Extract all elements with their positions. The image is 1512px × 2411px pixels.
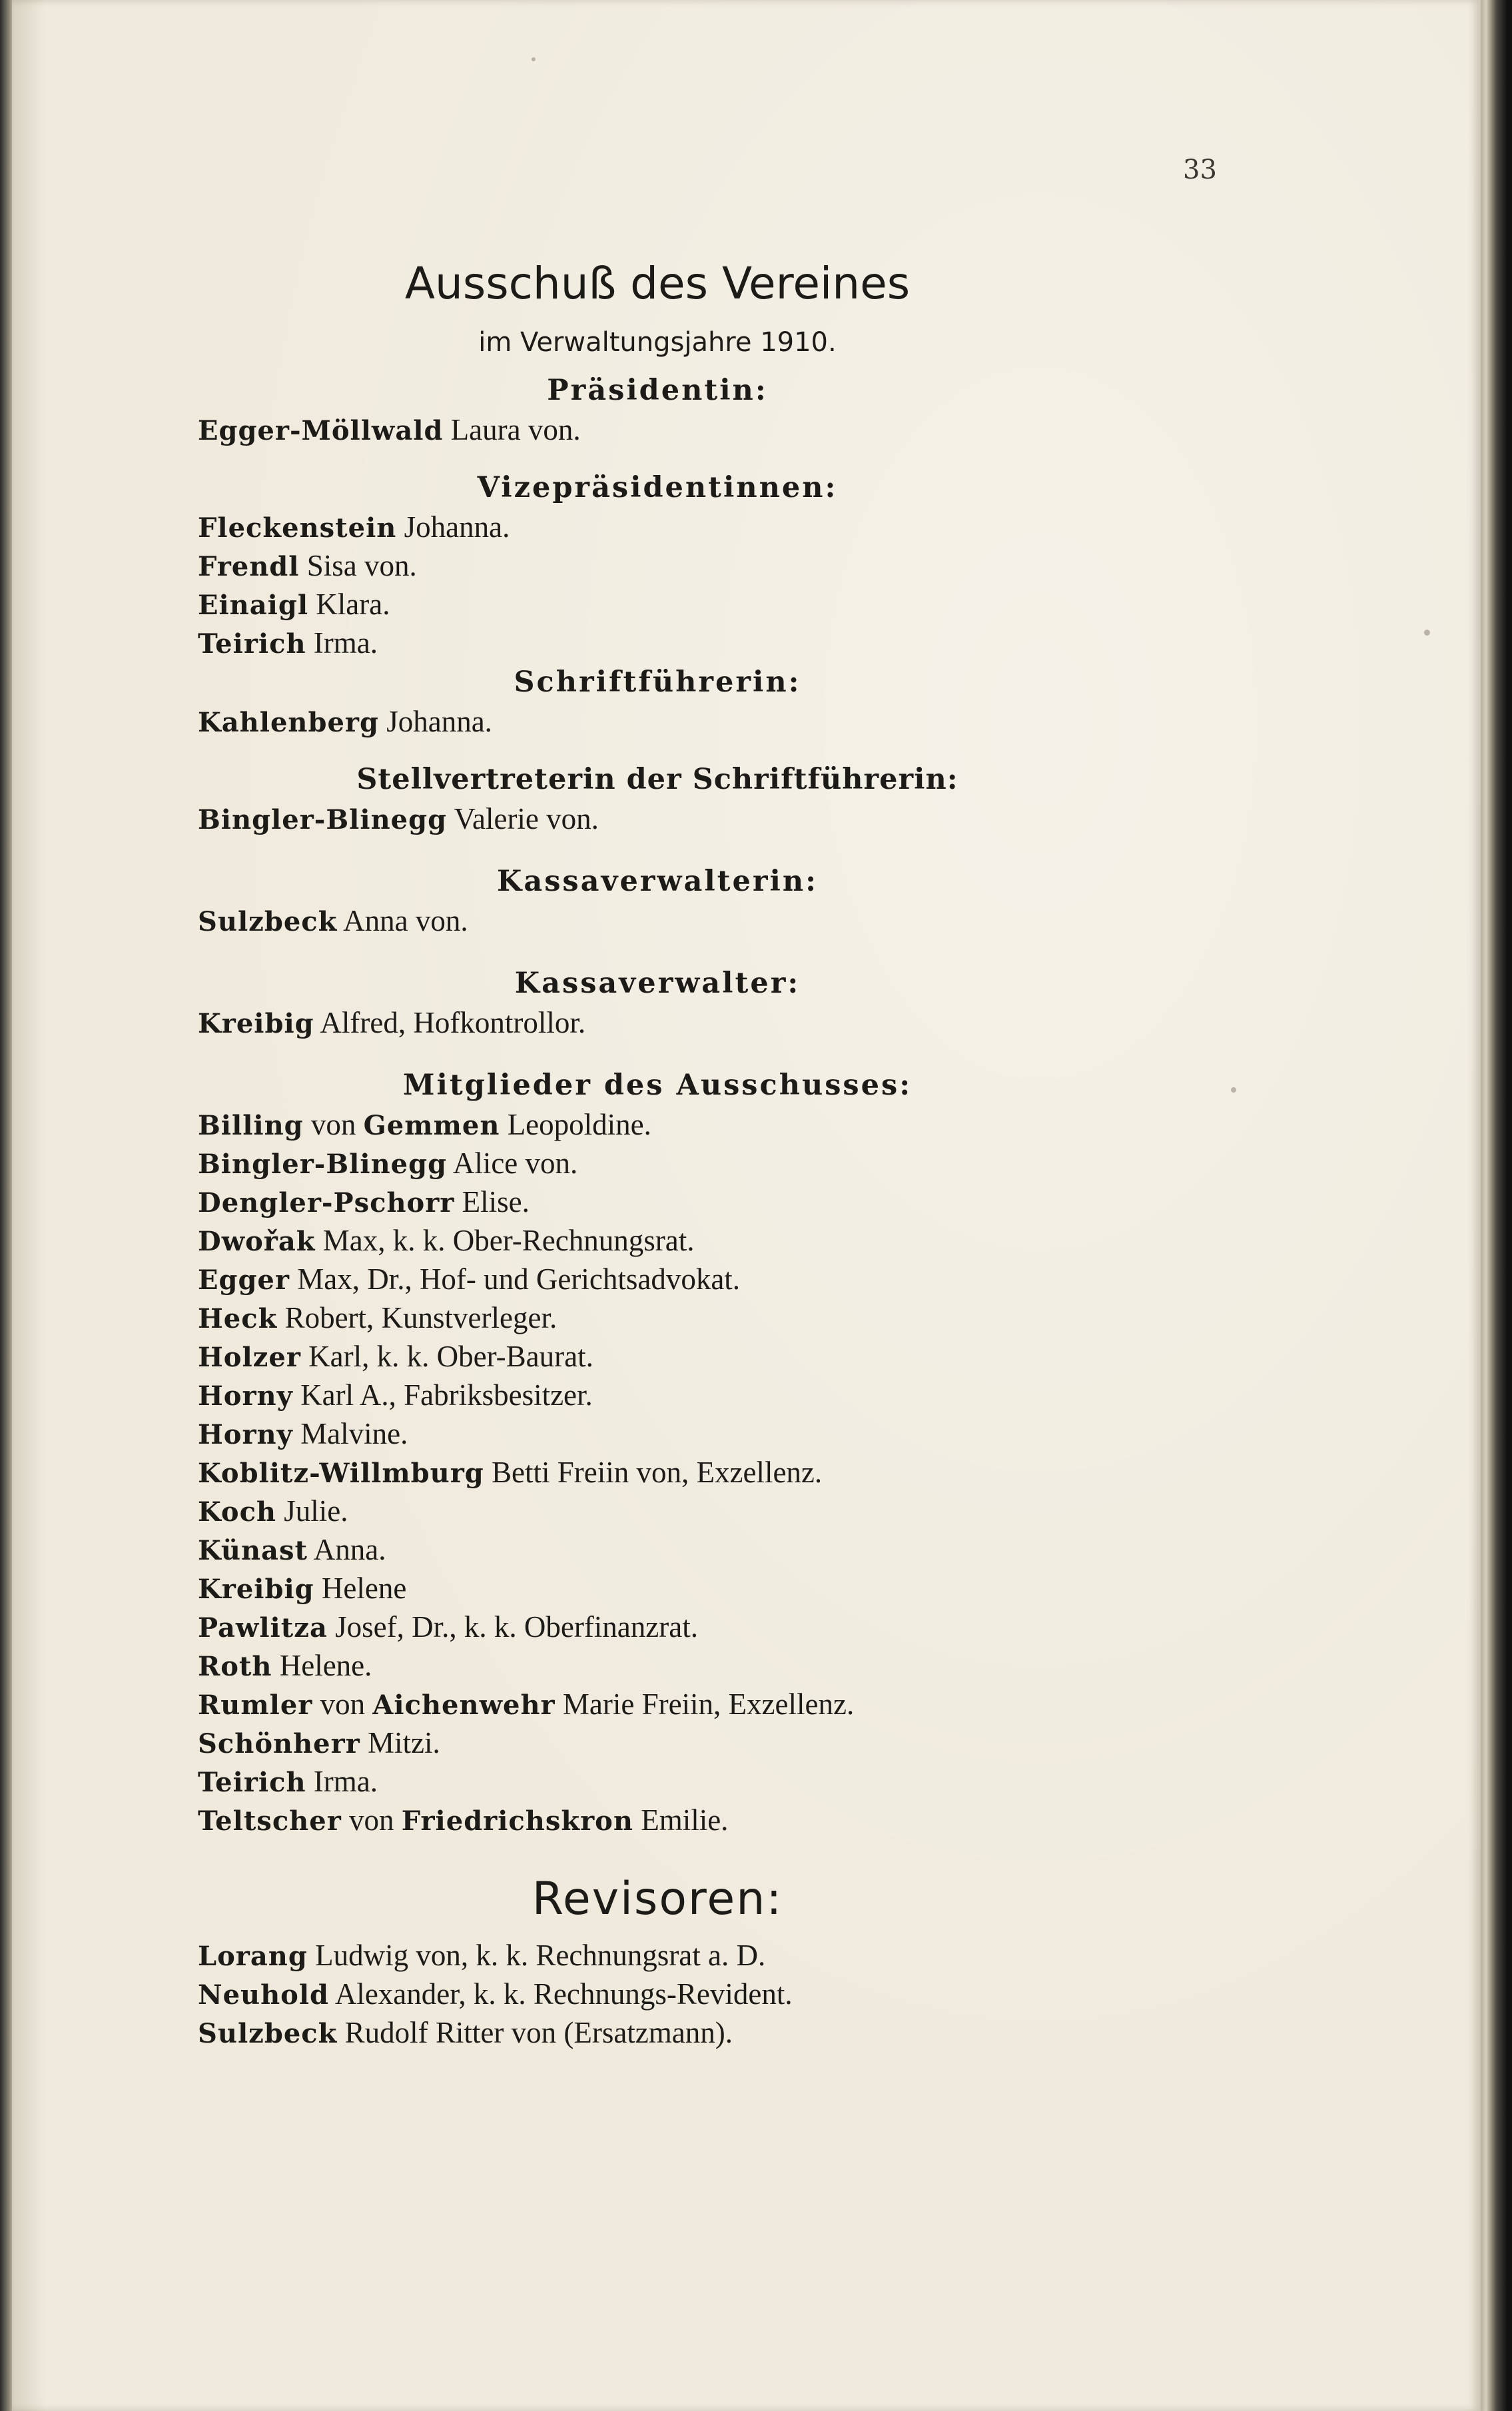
given-name: Julie. — [284, 1494, 348, 1528]
given-name: Klara. — [316, 588, 390, 621]
list-item — [198, 1376, 1117, 1414]
given-name: Leopoldine. — [507, 1108, 651, 1141]
surname: Teltscher — [198, 1805, 342, 1837]
list-item — [198, 1105, 1117, 1144]
surname-second: Aichenwehr — [372, 1689, 556, 1721]
surname: Teirich — [198, 628, 306, 660]
surname: Kahlenberg — [198, 707, 379, 738]
surname: Bingler-Blinegg — [198, 804, 448, 835]
list-item — [198, 1298, 1117, 1337]
given-name: Johanna. — [386, 705, 492, 738]
given-name: Laura von. — [450, 413, 581, 446]
surname: Horny — [198, 1380, 293, 1412]
surname: Holzer — [198, 1342, 301, 1373]
given-name: Alfred, Hofkontrollor. — [320, 1006, 586, 1039]
given-name: Sisa von. — [306, 549, 417, 582]
list-item — [198, 1492, 1117, 1530]
surname: Bingler-Blinegg — [198, 1149, 448, 1180]
list-item — [198, 410, 1117, 449]
given-name: Alexander, k. k. Rechnungs-Revident. — [334, 1977, 793, 2011]
list-item — [198, 585, 1117, 624]
list-item — [198, 1453, 1117, 1492]
list-item — [198, 1685, 1117, 1723]
given-name: Irma. — [313, 626, 378, 660]
surname: Egger — [198, 1264, 290, 1296]
list-item — [198, 2013, 1117, 2052]
page-edge — [1481, 0, 1512, 2411]
surname: Künast — [198, 1535, 308, 1566]
list-item — [198, 799, 1117, 838]
given-name: Anna. — [313, 1533, 386, 1566]
list-item — [198, 1801, 1117, 1839]
surname: Dwořak — [198, 1226, 316, 1257]
surname-second: Friedrichskron — [401, 1805, 633, 1837]
given-name: Max, k. k. Ober-Rechnungsrat. — [322, 1224, 695, 1257]
surname: Neuhold — [198, 1979, 330, 2011]
given-name: Betti Freiin von, Exzellenz. — [492, 1456, 823, 1489]
list-item — [198, 1936, 1117, 1975]
surname: Dengler-Pschorr — [198, 1187, 455, 1218]
surname: Koblitz-Willmburg — [198, 1458, 484, 1489]
list-item — [198, 1762, 1117, 1801]
given-name: Max, Dr., Hof- und Gerichtsadvokat. — [297, 1262, 741, 1296]
given-name: Anna von. — [343, 904, 468, 937]
paper-speck — [1231, 1087, 1236, 1093]
section-heading-schriftfuehrerin: Schriftführerin: — [514, 666, 801, 699]
document-body — [198, 253, 1117, 2052]
list-item — [198, 508, 1117, 546]
list-item — [198, 1975, 1117, 2013]
given-name: Emilie. — [641, 1803, 729, 1837]
section-heading-mitglieder: Mitglieder des Ausschusses: — [402, 1069, 913, 1102]
list-item — [198, 901, 1117, 940]
list-item — [198, 1221, 1117, 1260]
given-name: Marie Freiin, Exzellenz. — [562, 1688, 855, 1721]
surname: Kreibig — [198, 1574, 314, 1605]
given-name: Alice von. — [452, 1147, 578, 1180]
section-heading-kassaverwalter: Kassaverwalter: — [514, 967, 801, 1000]
section-heading-kassaverwalterin: Kassaverwalterin: — [496, 865, 819, 898]
section-heading-revisoren: Revisoren: — [532, 1873, 783, 1925]
surname: Koch — [198, 1496, 277, 1528]
given-name: Irma. — [313, 1765, 378, 1798]
given-name: Malvine. — [300, 1417, 408, 1450]
surname: Roth — [198, 1651, 272, 1682]
particle: von — [310, 1108, 356, 1141]
section-heading-stellvertreterin: Stellvertreterin der Schriftführerin: — [356, 763, 958, 796]
surname: Frendl — [198, 551, 300, 582]
given-name: Rudolf Ritter von (Ersatzmann). — [344, 2016, 733, 2049]
page-number: 33 — [1183, 155, 1217, 185]
surname: Kreibig — [198, 1008, 314, 1039]
given-name: Josef, Dr., k. k. Oberfinanzrat. — [335, 1610, 698, 1644]
list-item — [198, 1260, 1117, 1298]
given-name: Elise. — [462, 1185, 530, 1218]
particle: von — [320, 1688, 366, 1721]
list-item — [198, 1337, 1117, 1376]
surname-second: Gemmen — [363, 1110, 500, 1141]
list-item — [198, 1003, 1117, 1042]
given-name: Valerie von. — [454, 802, 599, 835]
surname: Billing — [198, 1110, 304, 1141]
surname: Sulzbeck — [198, 2018, 338, 2049]
given-name: Ludwig von, k. k. Rechnungsrat a. D. — [315, 1939, 766, 1972]
list-item — [198, 702, 1117, 741]
list-item — [198, 1608, 1117, 1646]
surname: Sulzbeck — [198, 906, 338, 937]
given-name: Karl, k. k. Ober-Baurat. — [308, 1340, 593, 1373]
list-item — [198, 1414, 1117, 1453]
surname: Fleckenstein — [198, 512, 397, 544]
given-name: Robert, Kunstverleger. — [284, 1301, 558, 1334]
surname: Horny — [198, 1419, 293, 1450]
surname: Schönherr — [198, 1728, 360, 1759]
page-subtitle: im Verwaltungsjahre 1910. — [478, 327, 837, 358]
surname: Egger-Möllwald — [198, 415, 444, 446]
list-item — [198, 1723, 1117, 1762]
given-name: Helene. — [279, 1649, 372, 1682]
section-heading-vizepraesidentinnen: Vizepräsidentinnen: — [477, 471, 838, 504]
list-item — [198, 1646, 1117, 1685]
list-item — [198, 1144, 1117, 1183]
section-heading-praesidentin: Präsidentin: — [547, 374, 768, 407]
surname: Pawlitza — [198, 1612, 328, 1644]
list-item — [198, 1530, 1117, 1569]
given-name: Helene — [321, 1572, 407, 1605]
list-item — [198, 546, 1117, 585]
surname: Einaigl — [198, 590, 309, 621]
paper-speck — [1424, 630, 1430, 636]
surname: Teirich — [198, 1767, 306, 1798]
given-name: Mitzi. — [368, 1726, 440, 1759]
given-name: Karl A., Fabriksbesitzer. — [300, 1378, 593, 1412]
surname: Rumler — [198, 1689, 313, 1721]
list-item — [198, 1183, 1117, 1221]
page-title: Ausschuß des Vereines — [404, 258, 911, 309]
list-item — [198, 1569, 1117, 1608]
list-item — [198, 624, 1117, 662]
paper-speck — [532, 57, 536, 61]
surname: Heck — [198, 1303, 278, 1334]
surname: Lorang — [198, 1941, 308, 1972]
given-name: Johanna. — [404, 510, 510, 544]
particle: von — [349, 1803, 394, 1837]
